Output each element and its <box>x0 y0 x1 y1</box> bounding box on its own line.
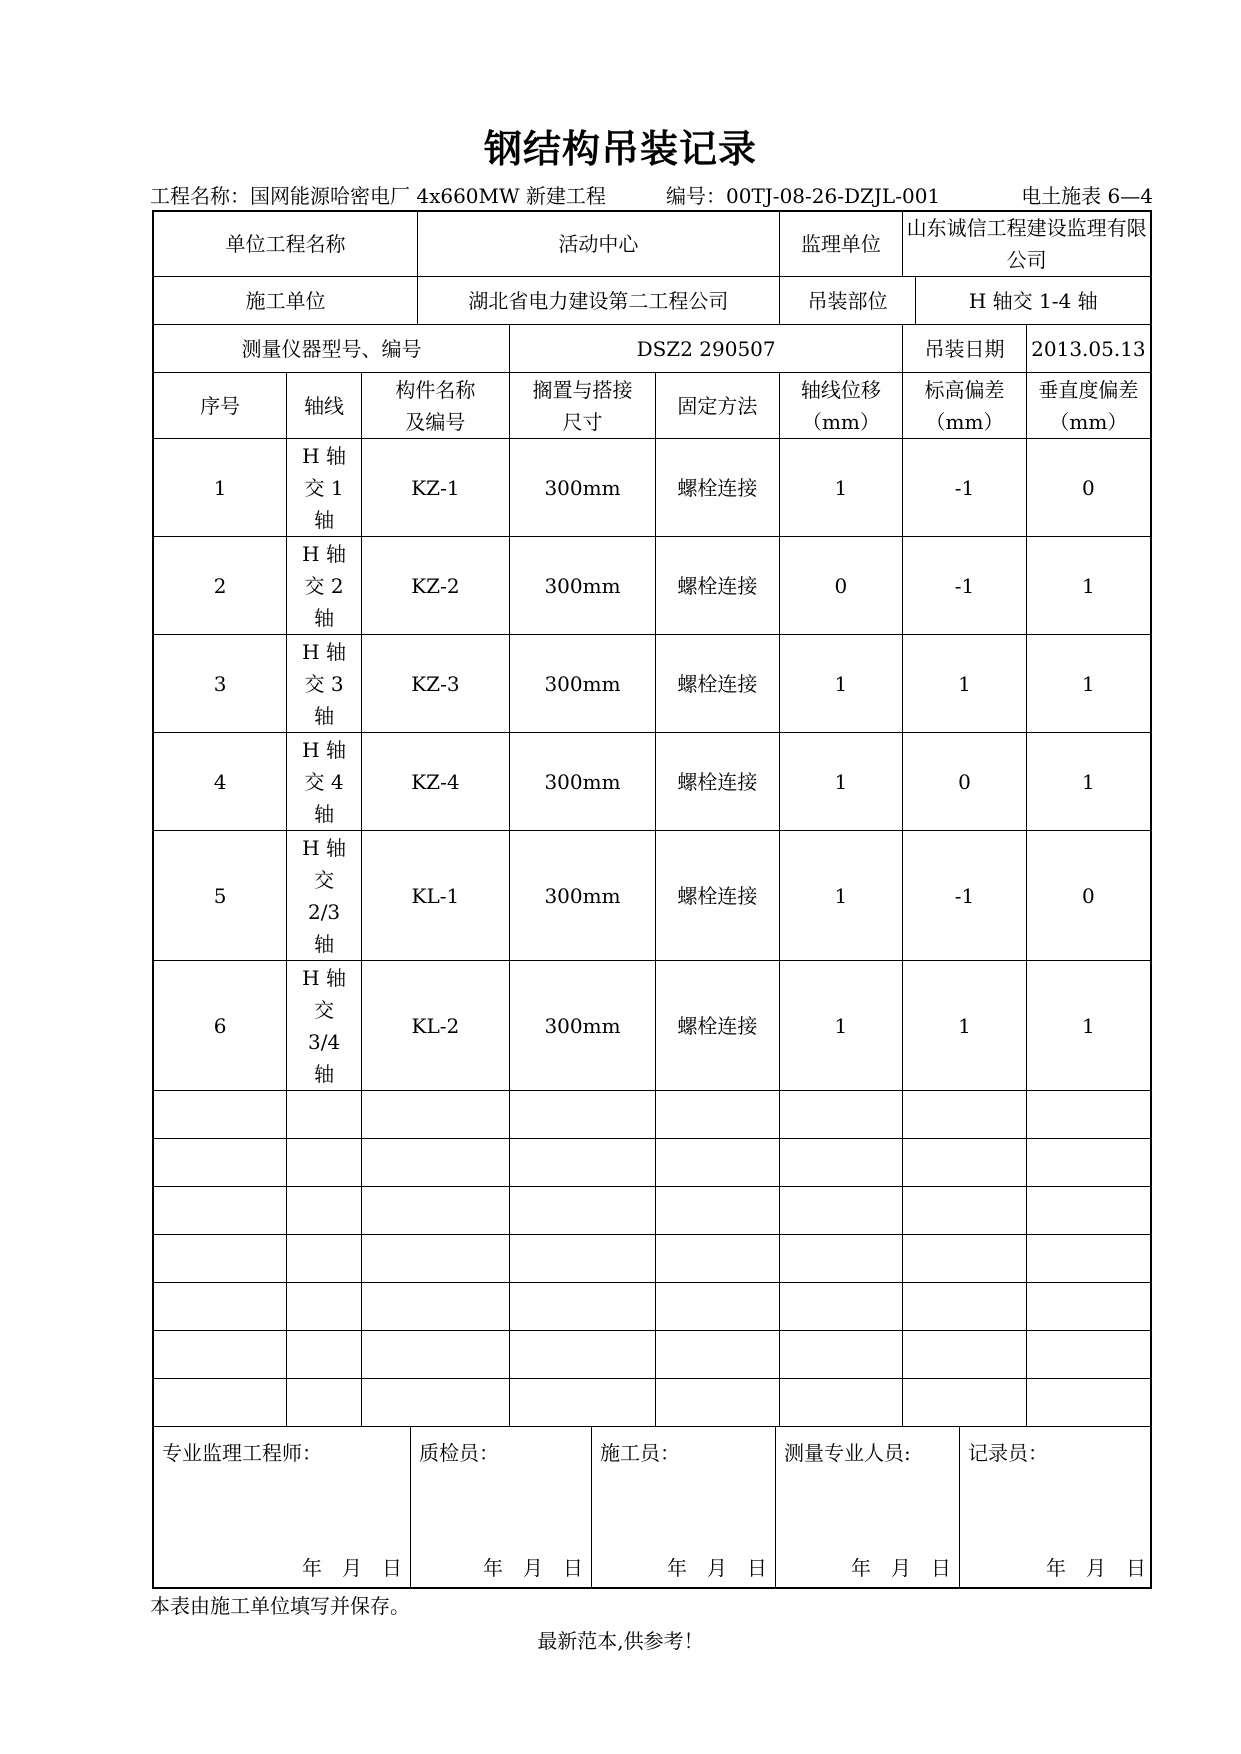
signature-label: 测量专业人员: <box>784 1441 911 1465</box>
empty-cell <box>779 1331 903 1379</box>
contractor-label: 施工单位 <box>154 277 418 325</box>
row-fix-method: 螺栓连接 <box>656 733 780 831</box>
empty-table-row <box>154 1139 1150 1187</box>
row-fix-method: 螺栓连接 <box>656 961 780 1091</box>
empty-cell <box>287 1283 362 1331</box>
empty-cell <box>361 1331 509 1379</box>
row-axis-line: 2/3 <box>307 899 341 924</box>
empty-cell <box>779 1283 903 1331</box>
signature-date-day: 日 <box>931 1556 951 1580</box>
row-axis <box>287 831 362 961</box>
empty-cell <box>361 1139 509 1187</box>
empty-cell <box>361 1283 509 1331</box>
empty-cell <box>287 1235 362 1283</box>
table-row <box>154 733 1150 831</box>
col-no-header: 序号 <box>154 373 287 439</box>
signature-date-month: 月 <box>707 1556 727 1580</box>
col-offset-header <box>779 373 903 439</box>
row-axis-line: 轴 <box>314 931 335 956</box>
empty-table-row <box>154 1235 1150 1283</box>
row-no: 2 <box>154 537 287 635</box>
col-vert-header <box>1026 373 1150 439</box>
row-axis <box>287 961 362 1091</box>
supervisor-value: 山东诚信工程建设监理有限公司 <box>903 212 1150 277</box>
col-elev-header-line1: 标高偏差 <box>924 377 1005 402</box>
row-axis-offset: 1 <box>779 831 903 961</box>
col-vert-header-line1: 垂直度偏差 <box>1038 377 1139 402</box>
empty-table-row <box>154 1379 1150 1427</box>
col-member-header-line2: 及编号 <box>405 409 466 434</box>
empty-cell <box>509 1139 655 1187</box>
row-member: KL-2 <box>361 961 509 1091</box>
lift-location-value: H 轴交 1-4 轴 <box>916 277 1150 325</box>
empty-cell <box>361 1187 509 1235</box>
signature-date-day: 日 <box>563 1556 583 1580</box>
instrument-value: DSZ2 290507 <box>509 325 902 373</box>
signature-date-day: 日 <box>382 1556 402 1580</box>
empty-table-row <box>154 1091 1150 1139</box>
empty-cell <box>361 1235 509 1283</box>
empty-cell <box>656 1379 780 1427</box>
signature-cell <box>592 1427 776 1587</box>
empty-cell <box>1026 1379 1150 1427</box>
row-axis-offset: 0 <box>779 537 903 635</box>
signature-table <box>154 1427 1154 1587</box>
empty-cell <box>656 1283 780 1331</box>
col-vert-header-line2: （mm） <box>1049 409 1128 434</box>
empty-cell <box>779 1187 903 1235</box>
row-axis-line: 交 <box>314 997 335 1022</box>
empty-cell <box>287 1091 362 1139</box>
empty-table-row <box>154 1187 1150 1235</box>
signature-date-month: 月 <box>891 1556 911 1580</box>
empty-cell <box>361 1379 509 1427</box>
row-axis-line: H 轴 <box>302 443 346 468</box>
project-name: 工程名称：国网能源哈密电厂 4x660MW 新建工程 <box>150 184 606 208</box>
row-member: KZ-3 <box>361 635 509 733</box>
table-row <box>154 439 1150 537</box>
empty-table-row <box>154 1283 1150 1331</box>
row-axis-line: 轴 <box>314 507 335 532</box>
row-verticality-deviation: 1 <box>1026 733 1150 831</box>
lift-location-label: 吊装部位 <box>779 277 916 325</box>
signature-date-month: 月 <box>1086 1556 1106 1580</box>
signature-date-day: 日 <box>747 1556 767 1580</box>
row-axis-line: H 轴 <box>302 541 346 566</box>
signature-date-year: 年 <box>1046 1556 1066 1580</box>
row-axis-line: 轴 <box>314 605 335 630</box>
row-axis-line: H 轴 <box>302 737 346 762</box>
empty-cell <box>509 1379 655 1427</box>
row-no: 5 <box>154 831 287 961</box>
row-elevation-deviation: -1 <box>903 537 1027 635</box>
empty-cell <box>1026 1283 1150 1331</box>
row-elevation-deviation: 1 <box>903 635 1027 733</box>
document-number: 编号：00TJ-08-26-DZJL-001 <box>666 184 941 208</box>
row-support-size: 300mm <box>509 733 655 831</box>
row-axis-line: 交 4 <box>304 769 344 794</box>
row-support-size: 300mm <box>509 635 655 733</box>
empty-cell <box>509 1235 655 1283</box>
signature-label: 专业监理工程师： <box>162 1441 322 1465</box>
signature-label: 质检员： <box>419 1441 499 1465</box>
row-member: KZ-1 <box>361 439 509 537</box>
empty-cell <box>154 1091 287 1139</box>
empty-cell <box>154 1331 287 1379</box>
col-support-header <box>509 373 655 439</box>
signature-cell <box>411 1427 592 1587</box>
col-fix-header: 固定方法 <box>656 373 780 439</box>
empty-cell <box>1026 1235 1150 1283</box>
row-axis-line: H 轴 <box>302 639 346 664</box>
empty-cell <box>1026 1139 1150 1187</box>
signature-date-month: 月 <box>342 1556 362 1580</box>
row-member: KZ-2 <box>361 537 509 635</box>
row-verticality-deviation: 1 <box>1026 635 1150 733</box>
column-header-row <box>154 373 1150 439</box>
empty-cell <box>154 1139 287 1187</box>
empty-cell <box>1026 1091 1150 1139</box>
supervisor-label: 监理单位 <box>779 212 903 277</box>
instrument-label: 测量仪器型号、编号 <box>154 325 509 373</box>
empty-cell <box>779 1091 903 1139</box>
empty-cell <box>656 1331 780 1379</box>
empty-cell <box>1026 1187 1150 1235</box>
empty-cell <box>903 1379 1027 1427</box>
row-axis <box>287 537 362 635</box>
col-support-header-line2: 尺寸 <box>562 409 603 434</box>
row-axis-line: H 轴 <box>302 835 346 860</box>
signature-date-year: 年 <box>667 1556 687 1580</box>
row-no: 4 <box>154 733 287 831</box>
page-title: 钢结构吊装记录 <box>483 127 757 171</box>
row-support-size: 300mm <box>509 439 655 537</box>
row-support-size: 300mm <box>509 961 655 1091</box>
signature-date <box>831 1552 951 1581</box>
empty-cell <box>903 1187 1027 1235</box>
col-support-header-line1: 搁置与搭接 <box>532 377 633 402</box>
col-member-header-line1: 构件名称 <box>395 377 476 402</box>
col-offset-header-line1: 轴线位移 <box>800 377 881 402</box>
empty-cell <box>903 1331 1027 1379</box>
row-elevation-deviation: -1 <box>903 831 1027 961</box>
lift-date-value: 2013.05.13 <box>1026 325 1150 373</box>
record-table <box>154 212 1150 1427</box>
empty-cell <box>287 1331 362 1379</box>
form-code: 电土施表 6—4 <box>1021 184 1153 208</box>
signature-cell <box>776 1427 960 1587</box>
empty-cell <box>361 1091 509 1139</box>
col-member-header <box>361 373 509 439</box>
signature-date <box>463 1552 583 1581</box>
unit-project-value: 活动中心 <box>418 212 780 277</box>
row-axis-offset: 1 <box>779 961 903 1091</box>
col-elev-header <box>903 373 1027 439</box>
empty-cell <box>656 1091 780 1139</box>
record-form <box>152 210 1152 1589</box>
signature-date-year: 年 <box>483 1556 503 1580</box>
empty-cell <box>903 1091 1027 1139</box>
unit-project-label: 单位工程名称 <box>154 212 418 277</box>
signature-date <box>647 1552 767 1581</box>
empty-cell <box>779 1379 903 1427</box>
info-row-1 <box>154 212 1150 277</box>
signature-date <box>1026 1552 1146 1581</box>
row-axis <box>287 635 362 733</box>
empty-cell <box>779 1139 903 1187</box>
row-axis-line: H 轴 <box>302 965 346 990</box>
col-elev-header-line2: （mm） <box>925 409 1004 434</box>
empty-cell <box>287 1187 362 1235</box>
empty-cell <box>903 1283 1027 1331</box>
info-row-2 <box>154 277 1150 325</box>
empty-cell <box>509 1091 655 1139</box>
signature-label: 施工员： <box>600 1441 680 1465</box>
empty-cell <box>903 1139 1027 1187</box>
signature-date-year: 年 <box>302 1556 322 1580</box>
row-axis <box>287 439 362 537</box>
row-no: 1 <box>154 439 287 537</box>
row-axis-line: 交 1 <box>304 475 344 500</box>
row-verticality-deviation: 1 <box>1026 961 1150 1091</box>
data-rows <box>154 439 1150 1427</box>
row-elevation-deviation: 0 <box>903 733 1027 831</box>
table-row <box>154 831 1150 961</box>
empty-cell <box>509 1331 655 1379</box>
footer-center-note: 最新范本,供参考！ <box>537 1629 704 1653</box>
signature-row <box>154 1427 1154 1587</box>
lift-date-label: 吊装日期 <box>903 325 1027 373</box>
empty-cell <box>154 1235 287 1283</box>
signature-cell <box>960 1427 1155 1587</box>
row-axis-offset: 1 <box>779 439 903 537</box>
row-fix-method: 螺栓连接 <box>656 635 780 733</box>
row-axis-line: 轴 <box>314 801 335 826</box>
signature-date-day: 日 <box>1126 1556 1146 1580</box>
row-member: KZ-4 <box>361 733 509 831</box>
table-row <box>154 537 1150 635</box>
row-fix-method: 螺栓连接 <box>656 831 780 961</box>
row-axis-line: 交 2 <box>304 573 344 598</box>
empty-cell <box>154 1187 287 1235</box>
row-axis-line: 交 <box>314 867 335 892</box>
col-axis-header: 轴线 <box>287 373 362 439</box>
row-verticality-deviation: 0 <box>1026 831 1150 961</box>
row-verticality-deviation: 0 <box>1026 439 1150 537</box>
row-axis-line: 交 3 <box>304 671 344 696</box>
row-elevation-deviation: 1 <box>903 961 1027 1091</box>
row-axis-line: 3/4 <box>307 1029 341 1054</box>
row-fix-method: 螺栓连接 <box>656 439 780 537</box>
empty-cell <box>509 1187 655 1235</box>
empty-table-row <box>154 1331 1150 1379</box>
footer-note: 本表由施工单位填写并保存。 <box>150 1594 410 1618</box>
empty-cell <box>779 1235 903 1283</box>
row-fix-method: 螺栓连接 <box>656 537 780 635</box>
empty-cell <box>287 1379 362 1427</box>
empty-cell <box>287 1139 362 1187</box>
row-no: 3 <box>154 635 287 733</box>
info-row-3 <box>154 325 1150 373</box>
contractor-value: 湖北省电力建设第二工程公司 <box>418 277 780 325</box>
row-elevation-deviation: -1 <box>903 439 1027 537</box>
row-no: 6 <box>154 961 287 1091</box>
signature-date-month: 月 <box>523 1556 543 1580</box>
empty-cell <box>509 1283 655 1331</box>
signature-date <box>282 1552 402 1581</box>
row-axis-offset: 1 <box>779 635 903 733</box>
row-axis <box>287 733 362 831</box>
row-axis-line: 轴 <box>314 703 335 728</box>
empty-cell <box>656 1235 780 1283</box>
empty-cell <box>903 1235 1027 1283</box>
signature-label: 记录员： <box>968 1441 1048 1465</box>
row-axis-line: 轴 <box>314 1061 335 1086</box>
empty-cell <box>656 1139 780 1187</box>
row-support-size: 300mm <box>509 831 655 961</box>
empty-cell <box>656 1187 780 1235</box>
table-row <box>154 961 1150 1091</box>
table-row <box>154 635 1150 733</box>
col-offset-header-line2: （mm） <box>801 409 880 434</box>
signature-cell <box>154 1427 411 1587</box>
row-axis-offset: 1 <box>779 733 903 831</box>
empty-cell <box>154 1283 287 1331</box>
empty-cell <box>154 1379 287 1427</box>
row-member: KL-1 <box>361 831 509 961</box>
row-support-size: 300mm <box>509 537 655 635</box>
empty-cell <box>1026 1331 1150 1379</box>
signature-date-year: 年 <box>851 1556 871 1580</box>
row-verticality-deviation: 1 <box>1026 537 1150 635</box>
